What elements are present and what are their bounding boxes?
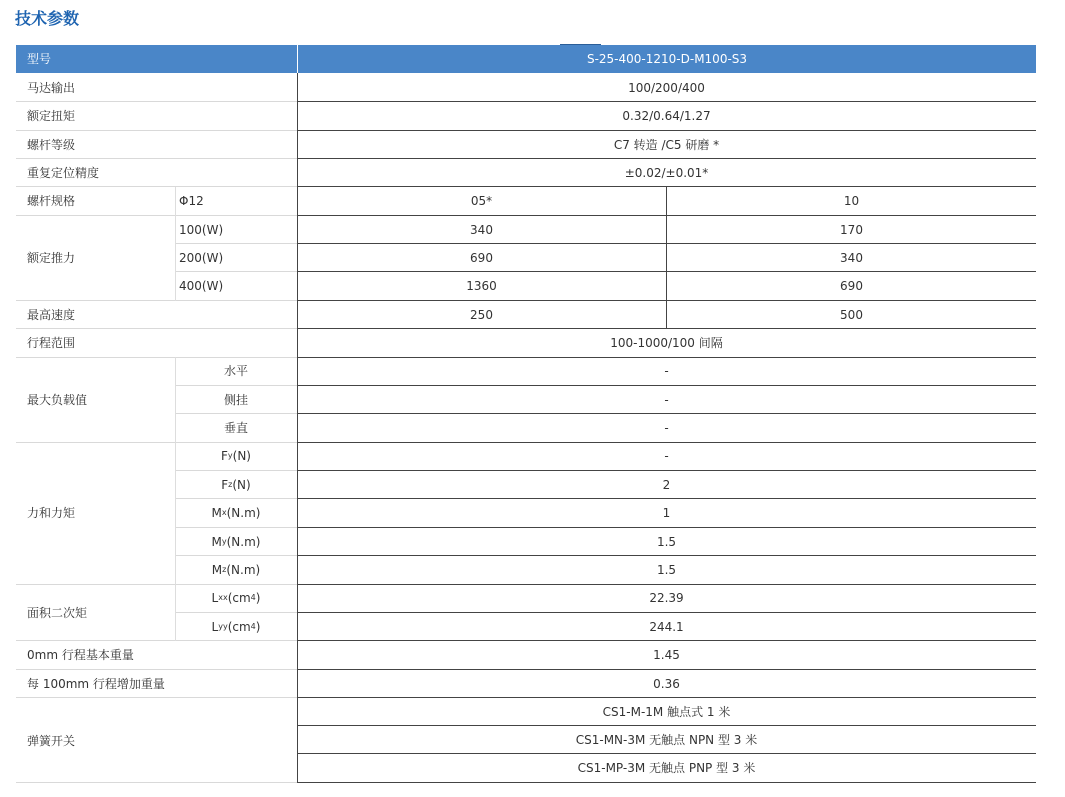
row-divider	[297, 753, 1036, 754]
inertia-value: 244.1	[649, 619, 684, 634]
row-divider	[175, 215, 297, 216]
row-divider	[175, 498, 297, 499]
row-divider	[297, 498, 1036, 499]
row-divider	[16, 215, 175, 216]
force-value: -	[664, 449, 669, 463]
spring-value: CS1-MN-3M 无触点 NPN 型 3 米	[575, 733, 758, 747]
force-value: 2	[662, 477, 671, 492]
row-divider	[16, 669, 297, 670]
row-divider	[297, 385, 1036, 386]
force-sub: M x (N.m)	[211, 506, 261, 520]
load-sub: 垂直	[223, 421, 248, 435]
screw-spec-label: 螺杆规格	[27, 194, 76, 208]
row-divider	[16, 328, 297, 329]
model-label: 型号	[16, 45, 297, 73]
column-divider	[666, 187, 667, 329]
column-divider	[175, 187, 176, 301]
inertia-label: 面积二次矩	[27, 605, 88, 620]
speed-b: 500	[840, 307, 863, 322]
row-divider	[175, 271, 297, 272]
force-value: 1.5	[656, 534, 677, 549]
row-divider	[297, 612, 1036, 613]
thrust-a: 690	[470, 251, 493, 265]
row-divider	[16, 101, 297, 102]
row-divider	[297, 782, 1036, 783]
weight100-label: 每 100mm 行程增加重量	[27, 676, 165, 691]
row-divider	[297, 357, 1036, 358]
thrust-b: 170	[840, 222, 863, 237]
row-divider	[175, 413, 297, 414]
motor-value: 100/200/400	[628, 80, 705, 95]
force-sub: M y (N.m)	[211, 534, 261, 549]
row-divider	[175, 555, 297, 556]
inertia-value: 22.39	[649, 591, 684, 605]
row-divider	[297, 669, 1036, 670]
row-divider	[297, 725, 1036, 726]
motor-label: 马达输出	[27, 80, 76, 95]
column-divider	[175, 357, 176, 641]
load-sub: 水平	[223, 364, 248, 378]
row-divider	[175, 470, 297, 471]
thrust-sub: 200(W)	[179, 251, 224, 265]
inertia-sub: L xx (cm 4 )	[211, 591, 261, 605]
force-sub: F z (N)	[221, 477, 251, 492]
load-label: 最大负载值	[27, 392, 88, 407]
row-divider	[297, 158, 1036, 159]
torque-label: 额定扭矩	[27, 109, 76, 123]
load-value: -	[664, 392, 669, 407]
screw-spec-a: 05*	[470, 194, 493, 208]
force-sub: F y (N)	[221, 449, 251, 463]
screw-spec-b: 10	[843, 194, 860, 208]
row-divider	[175, 612, 297, 613]
thrust-a: 340	[470, 222, 493, 237]
row-divider	[297, 527, 1036, 528]
repeat-label: 重复定位精度	[27, 166, 100, 180]
row-divider	[297, 413, 1036, 414]
row-divider	[16, 300, 297, 301]
force-value: 1.5	[656, 563, 677, 577]
force-value: 1	[662, 506, 671, 520]
thrust-label: 额定推力	[27, 250, 76, 265]
weight0-value: 1.45	[653, 648, 680, 662]
force-label: 力和力矩	[27, 506, 76, 520]
model-value: S-25-400-1210-D-M100-S3	[298, 45, 1036, 73]
row-divider	[16, 357, 297, 358]
row-divider	[297, 470, 1036, 471]
spring-value: CS1-M-1M 触点式 1 米	[602, 705, 731, 719]
row-divider	[297, 442, 1036, 443]
speed-a: 250	[470, 307, 493, 322]
row-divider	[297, 584, 1036, 585]
weight0-label: 0mm 行程基本重量	[27, 648, 134, 662]
torque-value: 0.32/0.64/1.27	[622, 109, 711, 123]
force-sub: M z (N.m)	[211, 563, 261, 577]
row-divider	[16, 782, 297, 783]
row-divider	[297, 640, 1036, 641]
thrust-sub: 100(W)	[179, 222, 224, 237]
row-divider	[16, 158, 297, 159]
thrust-b: 340	[840, 251, 863, 265]
row-divider	[175, 243, 297, 244]
screw-grade-label: 螺杆等级	[27, 137, 76, 152]
row-divider	[16, 584, 297, 585]
inertia-sub: L yy (cm 4 )	[211, 619, 261, 634]
weight100-value: 0.36	[653, 676, 680, 691]
load-value: -	[664, 421, 669, 435]
row-divider	[16, 697, 297, 698]
stroke-value: 100-1000/100 间隔	[610, 336, 723, 350]
spring-label: 弹簧开关	[27, 733, 76, 748]
repeat-value: ±0.02/±0.01*	[624, 166, 709, 180]
stroke-label: 行程范围	[27, 336, 76, 350]
column-divider	[297, 73, 298, 783]
row-divider	[175, 527, 297, 528]
row-divider	[16, 186, 297, 187]
spring-value: CS1-MP-3M 无触点 PNP 型 3 米	[577, 761, 756, 775]
thrust-a: 1360	[466, 279, 497, 293]
row-divider	[16, 442, 297, 443]
row-divider	[297, 130, 1036, 131]
row-divider	[16, 130, 297, 131]
speed-label: 最高速度	[27, 307, 76, 322]
page-title: 技术参数	[15, 9, 80, 28]
row-divider	[175, 385, 297, 386]
row-divider	[297, 697, 1036, 698]
thrust-b: 690	[840, 279, 863, 293]
screw-grade-value: C7 转造 /C5 研磨 *	[613, 137, 720, 152]
load-value: -	[664, 364, 669, 378]
thrust-sub: 400(W)	[179, 279, 224, 293]
load-sub: 侧挂	[223, 392, 248, 407]
row-divider	[16, 640, 297, 641]
row-divider	[297, 101, 1036, 102]
screw-spec-sub: Φ12	[179, 194, 204, 208]
row-divider	[297, 555, 1036, 556]
